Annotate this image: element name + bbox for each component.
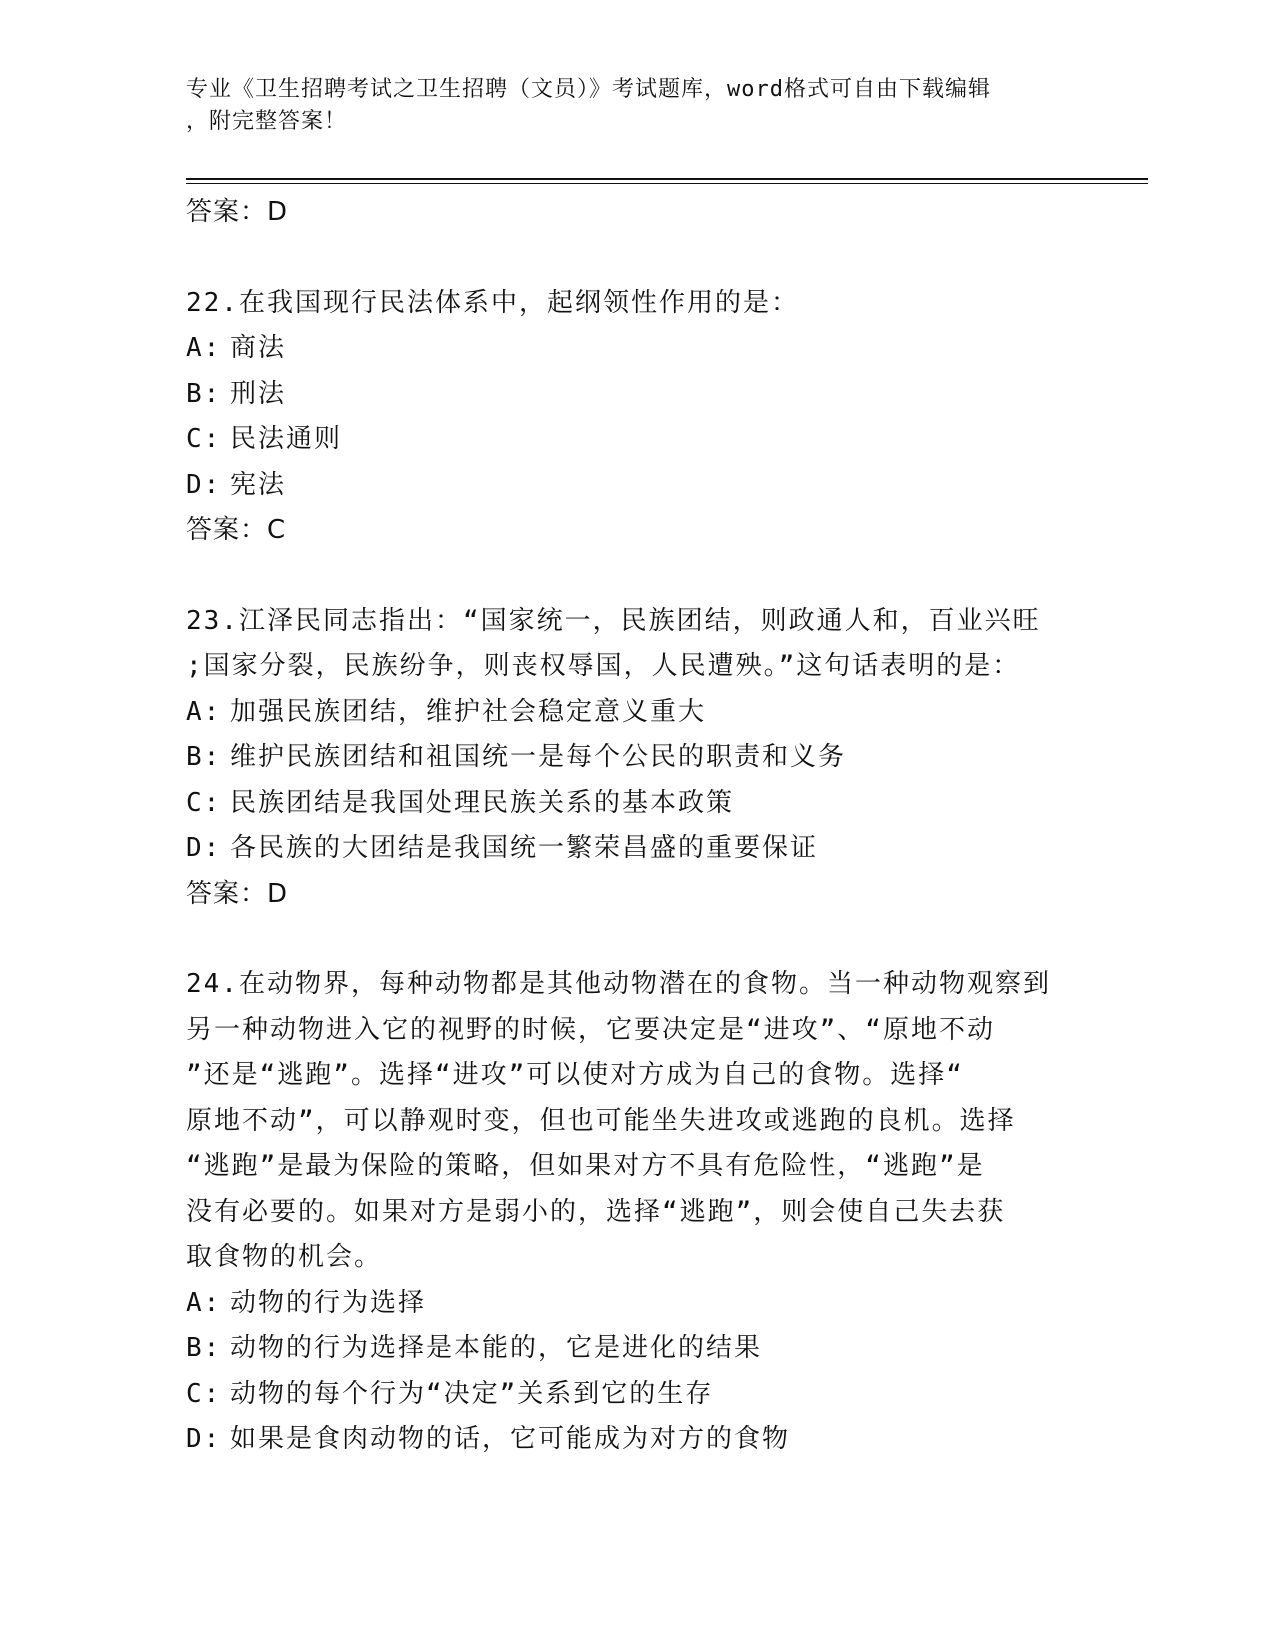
option-text: 加强民族团结，维护社会稳定意义重大: [230, 696, 707, 727]
option-a: [186, 326, 1076, 372]
option-text: 动物的每个行为“决定”关系到它的生存: [230, 1378, 714, 1409]
option-b: [186, 1326, 1076, 1372]
answer: 答案：C: [186, 515, 287, 545]
option-key: C:: [186, 1378, 222, 1409]
option-text: 各民族的大团结是我国统一繁荣昌盛的重要保证: [230, 833, 819, 863]
option-key: D:: [186, 1424, 222, 1454]
question-text-line: 没有必要的。如果对方是弱小的，选择“逃跑”，则会使自己失去获: [186, 1196, 1006, 1227]
question-text-line: 原地不动”，可以静观时变，但也可能坐失进攻或逃跑的良机。选择: [186, 1105, 1016, 1136]
question-24: [186, 962, 1076, 1463]
question-text-line: 24.在动物界，每种动物都是其他动物潜在的食物。当一种动物观察到: [186, 969, 1051, 999]
option-key: A:: [186, 696, 222, 727]
option-key: B:: [186, 1333, 222, 1363]
option-key: A:: [186, 333, 222, 363]
question-text-line: ”还是“逃跑”。选择“进攻”可以使对方成为自己的食物。选择“: [186, 1060, 964, 1090]
option-key: B:: [186, 378, 222, 409]
option-d: [186, 826, 1076, 872]
option-text: 动物的行为选择是本能的，它是进化的结果: [230, 1333, 763, 1363]
question-text-line: ;国家分裂，民族纷争，则丧权辱国，人民遭殃。”这句话表明的是：: [186, 651, 1021, 681]
option-c: [186, 1372, 1076, 1418]
option-a: [186, 1281, 1076, 1327]
option-key: C:: [186, 787, 222, 818]
question-23: [186, 599, 1076, 918]
question-text-line: “逃跑”是最为保险的策略，但如果对方不具有危险性，“逃跑”是: [186, 1151, 985, 1181]
option-c: [186, 781, 1076, 827]
option-text: 民族团结是我国处理民族关系的基本政策: [230, 787, 735, 818]
option-key: B:: [186, 742, 222, 772]
option-text: 如果是食肉动物的话，它可能成为对方的食物: [230, 1424, 791, 1454]
question-text-line: 23.江泽民同志指出：“国家统一，民族团结，则政通人和，百业兴旺: [186, 605, 1041, 636]
header-line-1: 专业《卫生招聘考试之卫生招聘（文员）》考试题库，word格式可自由下载编辑: [186, 77, 991, 102]
answer-previous: 答案：D: [186, 197, 289, 227]
option-text: 民法通则: [230, 424, 343, 454]
question-text: 22.在我国现行民法体系中，起纲领性作用的是：: [186, 287, 799, 318]
answer: 答案：D: [186, 878, 289, 909]
option-key: D:: [186, 469, 222, 500]
option-text: 商法: [230, 333, 287, 363]
option-key: C:: [186, 424, 222, 454]
question-text-line: 另一种动物进入它的视野的时候，它要决定是“进攻”、“原地不动: [186, 1014, 995, 1045]
question-list: [186, 190, 1076, 1463]
option-d: [186, 463, 1076, 509]
option-text: 维护民族团结和祖国统一是每个公民的职责和义务: [230, 742, 847, 772]
spacer: [186, 554, 1076, 599]
option-b: [186, 372, 1076, 418]
option-text: 刑法: [230, 378, 287, 409]
option-key: A:: [186, 1287, 222, 1318]
option-text: 宪法: [230, 469, 287, 500]
option-text: 动物的行为选择: [230, 1287, 427, 1318]
header-rule-thick: [186, 178, 1148, 180]
option-a: [186, 690, 1076, 736]
option-d: [186, 1417, 1076, 1463]
option-key: D:: [186, 833, 222, 863]
header-line-2: ，附完整答案！: [186, 109, 348, 134]
document-header: [186, 74, 1066, 138]
spacer: [186, 236, 1076, 281]
option-b: [186, 735, 1076, 781]
question-22: [186, 281, 1076, 554]
spacer: [186, 917, 1076, 962]
option-c: [186, 417, 1076, 463]
header-rule-thin: [186, 183, 1148, 184]
question-text-line: 取食物的机会。: [186, 1242, 383, 1272]
